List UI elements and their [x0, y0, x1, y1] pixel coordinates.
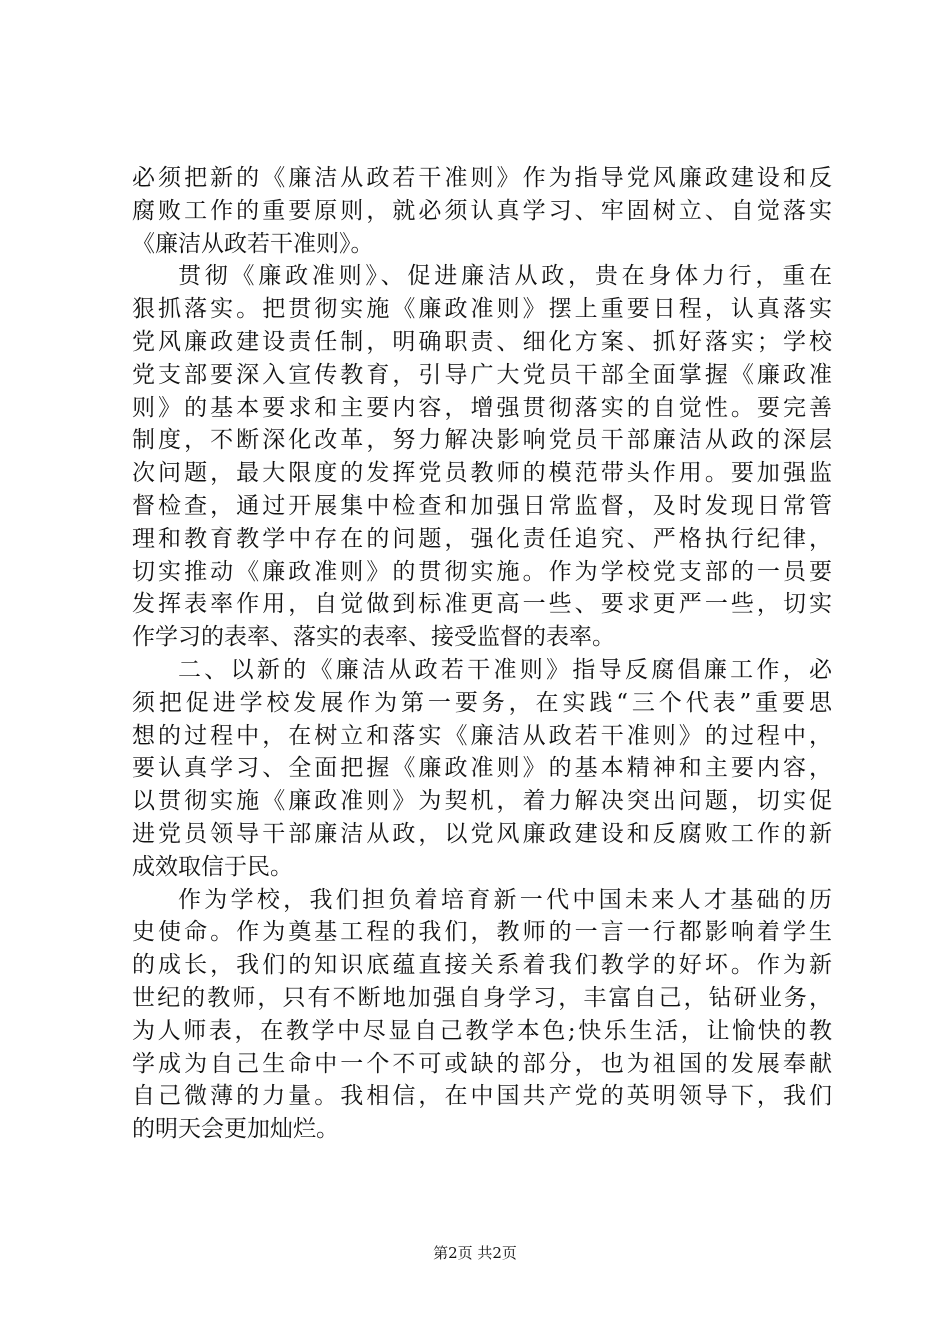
paragraph-line: 学成为自己生命中一个不可或缺的部分，也为祖国的发展奉献 [132, 1050, 832, 1077]
paragraph-line: 的明天会更加灿烂。 [132, 1116, 339, 1143]
paragraph-line: 《廉洁从政若干准则》。 [132, 230, 374, 257]
paragraph-line: 二、以新的《廉洁从政若干准则》指导反腐倡廉工作，必 [178, 656, 832, 683]
paragraph-line: 党风廉政建设责任制，明确职责、细化方案、抓好落实；学校 [132, 328, 832, 355]
paragraph-line: 贯彻《廉政准则》、促进廉洁从政，贵在身体力行，重在 [178, 263, 832, 290]
paragraph-line: 腐败工作的重要原则，就必须认真学习、牢固树立、自觉落实 [132, 197, 832, 224]
paragraph-line: 次问题，最大限度的发挥党员教师的模范带头作用。要加强监 [132, 460, 832, 487]
paragraph-line: 自己微薄的力量。我相信，在中国共产党的英明领导下，我们 [132, 1083, 832, 1110]
paragraph-line: 作学习的表率、落实的表率、接受监督的表率。 [132, 624, 615, 651]
paragraph-line: 狠抓落实。把贯彻实施《廉政准则》摆上重要日程，认真落实 [132, 296, 832, 323]
page-footer [0, 1243, 950, 1263]
paragraph-line: 进党员领导干部廉洁从政，以党风廉政建设和反腐败工作的新 [132, 820, 832, 847]
paragraph-line: 切实推动《廉政准则》的贯彻实施。作为学校党支部的一员要 [132, 558, 832, 585]
paragraph-line: 督检查，通过开展集中检查和加强日常监督，及时发现日常管 [132, 492, 832, 519]
document-body [132, 162, 832, 1146]
paragraph-line: 要认真学习、全面把握《廉政准则》的基本精神和主要内容， [132, 755, 832, 782]
paragraph-line: 发挥表率作用，自觉做到标准更高一些、要求更严一些，切实 [132, 591, 832, 618]
paragraph-line: 史使命。作为奠基工程的我们，教师的一言一行都影响着学生 [132, 919, 832, 946]
paragraph-2 [132, 260, 832, 654]
paragraph-line: 必须把新的《廉洁从政若干准则》作为指导党风廉政建设和反 [132, 165, 832, 191]
paragraph-line: 须把促进学校发展作为第一要务，在实践“三个代表”重要思 [132, 689, 832, 716]
paragraph-line: 世纪的教师，只有不断地加强自身学习，丰富自己，钻研业务， [132, 984, 832, 1011]
paragraph-line: 作为学校，我们担负着培育新一代中国未来人才基础的历 [178, 886, 832, 913]
page-number-label: 第2页 共2页 [433, 1244, 517, 1262]
paragraph-line: 以贯彻实施《廉政准则》为契机，着力解决突出问题，切实促 [132, 788, 832, 815]
paragraph-line: 制度，不断深化改革，努力解决影响党员干部廉洁从政的深层 [132, 427, 832, 454]
paragraph-line: 的成长，我们的知识底蕴直接关系着我们教学的好坏。作为新 [132, 952, 832, 979]
paragraph-line: 理和教育教学中存在的问题，强化责任追究、严格执行纪律， [132, 525, 832, 552]
paragraph-line: 则》的基本要求和主要内容，增强贯彻落实的自觉性。要完善 [132, 394, 832, 421]
paragraph-1 [132, 162, 832, 260]
paragraph-line: 成效取信于民。 [132, 853, 293, 880]
paragraph-line: 为人师表，在教学中尽显自己教学本色;快乐生活，让愉快的教 [132, 1017, 832, 1044]
paragraph-line: 党支部要深入宣传教育，引导广大党员干部全面掌握《廉政准 [132, 361, 832, 388]
paragraph-line: 想的过程中，在树立和落实《廉洁从政若干准则》的过程中， [132, 722, 832, 749]
paragraph-3 [132, 654, 832, 884]
paragraph-4 [132, 884, 832, 1146]
